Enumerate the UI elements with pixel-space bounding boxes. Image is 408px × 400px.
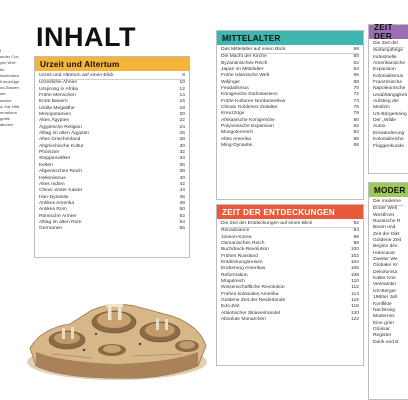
toc-entry-title: Alltag im alten Rom [39, 219, 82, 225]
toc-entry-page: 44 [179, 188, 185, 194]
toc-entry-page: 66 [353, 73, 359, 79]
toc-entry-title: Flaggenkunde [373, 143, 404, 149]
toc-entry-title: Hellenismus [39, 175, 66, 181]
toc-entry-page: 40 [179, 175, 185, 181]
previous-page-fragment: t [0, 48, 2, 53]
section-zeit-der-entdeckungen [216, 204, 364, 366]
toc-entry-page: 96 [353, 234, 359, 240]
toc-entry-page: 30 [179, 143, 185, 149]
previous-page-fragment: lnselvolkra [0, 72, 19, 78]
toc-entry-title: Frühe Menschen [39, 93, 76, 99]
previous-page-fragment: na-Slawen [0, 85, 19, 91]
toc-entry-page: 108 [350, 272, 359, 278]
toc-entry-title: Absolute Monarchen [221, 317, 266, 323]
previous-page-edge [0, 48, 28, 129]
toc-entry-title: Mesopotamien [39, 112, 72, 118]
toc-entry-title: Holocaust [373, 250, 395, 256]
toc-entry-page: 92 [353, 221, 359, 226]
toc-entry-page: 74 [353, 98, 359, 104]
toc-entry-title: Altes Amerika [221, 136, 251, 142]
toc-entry-title: Register [373, 333, 392, 339]
section-title-zeitder: ZEIT DER [369, 25, 408, 39]
toc-entry-page: 38 [179, 169, 185, 175]
section-title-entdeckungen: ZEIT DER ENTDECKUNGEN [217, 205, 363, 219]
toc-entry-title: Ägyptische Religion [39, 124, 82, 130]
toc-entry-title: Russische R [373, 219, 401, 225]
section-title-urzeit: Urzeit und Altertum [35, 57, 189, 71]
toc-entry-title: Konflikte [373, 301, 392, 307]
toc-entry-page: 60 [353, 54, 359, 60]
toc-entry-page: 68 [353, 79, 359, 85]
toc-entry-page: 112 [351, 285, 359, 291]
toc-entry-title: Polynesische Expansion [221, 124, 275, 130]
toc-entry-title: Frühe Kulturen Nordamerikas [221, 98, 286, 104]
previous-page-fragment: der [0, 91, 6, 97]
toc-entry [221, 143, 359, 149]
toc-entry-title: Siebenjährige [373, 48, 403, 54]
section-mittelalter [216, 30, 364, 200]
toc-entry-title: Germanen [39, 226, 63, 232]
toc-entry-title: Eroberung Amerikas [221, 266, 266, 272]
toc-entry [373, 144, 404, 150]
previous-page-fragment: ander Cos [0, 54, 19, 60]
toc-entry-page: 8 [182, 73, 185, 78]
toc-entry-page: 50 [179, 207, 185, 213]
toc-entry-page: 84 [353, 130, 359, 136]
toc-entry-page: 36 [179, 162, 185, 168]
toc-entry-page: 20 [179, 112, 185, 118]
previous-page-fragment: ationen [0, 122, 14, 128]
toc-entry-title: Industrielle [373, 54, 397, 60]
toc-entry-page: 58 [353, 47, 359, 52]
toc-entry-title: Japan im Mittelalter [221, 67, 264, 73]
toc-entry-title: Steppenvölker [39, 156, 71, 162]
entries-moderne [369, 197, 408, 346]
toc-entry-page: 70 [353, 86, 359, 92]
toc-entry-page: 24 [179, 124, 185, 130]
toc-entry-page: 104 [350, 260, 359, 266]
toc-entry-page: 122 [350, 317, 359, 323]
toc-entry-title: Eine grün [373, 320, 394, 326]
toc-entry-title: Antikes Rom [39, 207, 67, 213]
toc-entry-page: 56 [179, 226, 185, 232]
toc-entry-title: Modernes [373, 314, 395, 320]
toc-entry-title: Wikinger [221, 79, 241, 85]
toc-entry-page: 98 [353, 241, 359, 247]
toc-entry-title: Vietnamkri [373, 282, 397, 288]
toc-entry-title: Ursprung in Afrika [39, 86, 78, 92]
toc-entry-title: Napoleonische [373, 86, 406, 92]
toc-entry-title: Frühe islamische Welt [221, 73, 270, 79]
toc-entry-title: Kalter Krie [373, 276, 396, 282]
toc-entry-title: Westfront [373, 212, 394, 218]
toc-entry-page: 94 [353, 228, 359, 234]
toc-entry [373, 340, 404, 346]
toc-entry-title: Chinas Goldenes Zeitalter [221, 105, 278, 111]
toc-entry [221, 317, 359, 323]
toc-entry-title: Reformation [221, 272, 248, 278]
toc-entry-page: 82 [353, 124, 359, 130]
section-title-moderne: MODER [369, 183, 408, 197]
toc-entry-title: Einwanderung [373, 130, 405, 136]
toc-entry-title: Mogulreich [221, 279, 245, 285]
toc-entry-title: Expansion [373, 67, 396, 73]
toc-entry-page: 10 [179, 80, 185, 86]
toc-entry-title: Osmanisches Reich [221, 241, 265, 247]
toc-entry-title: Die Macht der Kirche [221, 54, 267, 60]
entries-urzeit [35, 71, 189, 233]
toc-entry-title: US-Bürger [373, 288, 397, 294]
entries-zeitder [369, 39, 408, 150]
section-title-mittelalter: MITTELALTER [217, 31, 363, 45]
toc-entry-page: 54 [179, 219, 185, 225]
toc-entry-page: 42 [179, 181, 185, 187]
toc-entry-title: China: erster Kaiser [39, 188, 83, 194]
page-title: INHALT [36, 22, 136, 52]
toc-entry-title: Kreuzzüge [221, 111, 245, 117]
toc-entry-title: Kelten [39, 162, 53, 168]
toc-entry-title: Han-Dynastie [39, 194, 69, 200]
toc-entry-title: Altes Griechenland [39, 137, 81, 143]
neolithic-settlement-illustration [22, 270, 212, 385]
toc-entry-page: 118 [351, 304, 359, 310]
toc-entry-title: Byzantinisches Reich [221, 60, 268, 66]
toc-entry-title: Altes Ägypten [39, 118, 70, 124]
toc-entry-page: 110 [351, 279, 359, 285]
toc-entry-title: Frühes Russland [221, 253, 258, 259]
toc-entry-title: Uralte Megalithe [39, 105, 75, 111]
toc-entry-title: Kolonialismus [373, 73, 404, 79]
previous-page-fragment: nische [0, 97, 12, 103]
toc-entry-title: Dank und B [373, 339, 399, 345]
toc-entry-page: 72 [353, 92, 359, 98]
toc-entry-page: 80 [353, 117, 359, 123]
toc-entry-page: 64 [353, 67, 359, 73]
toc-entry-title: Römische Armee [39, 213, 77, 219]
previous-page-fragment: grafie [0, 116, 11, 122]
toc-entry-title: Französische [373, 80, 403, 86]
toc-entry-title: Die Zeit der Entdeckungen auf einen Blick [221, 221, 313, 226]
toc-entry-page: 106 [350, 266, 359, 272]
toc-entry-title: Globaler Kr [373, 263, 398, 269]
toc-entry-title: Altgriechische Kultur [39, 143, 84, 149]
toc-entry-title: Urzeitliche Ahnen [39, 80, 78, 86]
previous-page-fragment: a, Kar Hitik [0, 103, 20, 109]
toc-entry-title: Afrikanische Königreiche [221, 117, 275, 123]
section-zeit-der-partial [368, 24, 408, 174]
toc-entry-title: Kolonialreiche [373, 137, 404, 143]
toc-entry-title: Frühes koloniales Amerika [221, 291, 279, 297]
toc-entry-title: Zeit der Dikt [373, 231, 400, 237]
toc-entry-title: Atlantischer Sklavenhandel [221, 310, 280, 316]
toc-entry-title: Buchdruck-Revolution [221, 247, 269, 253]
toc-entry-page: 12 [179, 86, 185, 92]
toc-entry-title: Edo-Zeit [221, 304, 240, 310]
toc-entry-title: Antikes Amerika [39, 200, 75, 206]
toc-entry-title: Boom und [373, 225, 396, 231]
toc-entry-title: Entdeckungsreisen [221, 260, 263, 266]
toc-entry-page: 120 [350, 310, 359, 316]
toc-entry-title: Medizin [373, 105, 390, 111]
toc-entry-title: Amerikanische [373, 61, 406, 67]
toc-entry-title: Die Zeit der [373, 41, 399, 46]
toc-entry-title: Zweiter We [373, 257, 398, 263]
toc-entry-title: Erste Bauern [39, 99, 68, 105]
previous-page-fragment: ernationa [0, 110, 17, 116]
toc-entry-title: 1960er Jah [373, 295, 398, 301]
toc-entry-title: Goldene Zeit der Niederlande [221, 298, 286, 304]
toc-entry-title: Ming-Dynastie [221, 143, 253, 149]
toc-entry-page: 102 [350, 253, 359, 259]
toc-entry-page: 46 [179, 194, 185, 200]
toc-entry [39, 226, 185, 232]
toc-entry-title: Phönizier [39, 150, 60, 156]
previous-page-fragment: Kreuzzüge [0, 79, 20, 85]
previous-page-fragment: ler [0, 66, 5, 72]
entries-entdeckungen [217, 219, 363, 324]
toc-entry-title: Beginn des [373, 244, 398, 250]
toc-entry-title: Unabhängigkeit [373, 92, 407, 98]
toc-entry-title: Feudalismus [221, 86, 249, 92]
toc-entry-title: Königreiche Südostasiens [221, 92, 278, 98]
toc-entry-title: Mongolenreich [221, 130, 254, 136]
toc-entry-page: 14 [179, 93, 185, 99]
toc-entry-title: Wissenschaftliche Revolution [221, 285, 285, 291]
toc-entry-page: 100 [350, 247, 359, 253]
toc-entry-title: Glossar [373, 326, 390, 332]
section-moderne-partial [368, 182, 408, 400]
toc-entry-title: Altes Indien [39, 181, 65, 187]
toc-entry-page: 76 [353, 105, 359, 111]
section-urzeit-und-altertum [34, 56, 190, 258]
toc-entry-page: 78 [353, 111, 359, 117]
toc-entry-title: Aufstieg der [373, 99, 400, 105]
toc-entry-title: Erster Welt [373, 206, 398, 212]
toc-entry-title: Goldene Zeit [373, 238, 402, 244]
toc-entry-page: 16 [179, 99, 185, 105]
toc-entry-title: Dekolonisa [373, 269, 398, 275]
entries-mittelalter [217, 45, 363, 150]
toc-entry-page: 114 [351, 291, 359, 297]
toc-entry-title: Renaissance [221, 228, 250, 234]
toc-entry-page: 32 [179, 150, 185, 156]
toc-entry-title: Das Mittelalter auf einen Blick [221, 47, 286, 52]
toc-entry-page: 18 [179, 105, 185, 111]
toc-entry-page: 34 [179, 156, 185, 162]
toc-entry-title: Nachkrieg [373, 307, 396, 313]
toc-entry-page: 52 [179, 213, 185, 219]
toc-entry-title: US-Bürgerkrieg [373, 111, 407, 117]
toc-entry-page: 86 [353, 136, 359, 142]
toc-entry-title: Joseon-Korea [221, 234, 252, 240]
toc-entry-title: Alltag im alten Ägypten [39, 131, 90, 137]
toc-entry-page: 26 [179, 131, 185, 137]
toc-entry-page: 62 [353, 60, 359, 66]
toc-entry-page: 88 [353, 143, 359, 149]
toc-entry-title: Urzeit und Altertum auf einen Blick [39, 73, 114, 78]
toc-entry-page: 116 [351, 298, 359, 304]
toc-entry-title: Der „Wilde [373, 118, 397, 124]
toc-entry-title: Die moderne [373, 199, 401, 204]
previous-page-fragment: yen Welt [0, 60, 16, 66]
toc-entry-page: 48 [179, 200, 185, 206]
toc-entry-title: Autos [373, 124, 386, 130]
toc-entry-page: 22 [179, 118, 185, 124]
toc-entry-page: 28 [179, 137, 185, 143]
toc-entry-title: Altpersisches Reich [39, 169, 82, 175]
